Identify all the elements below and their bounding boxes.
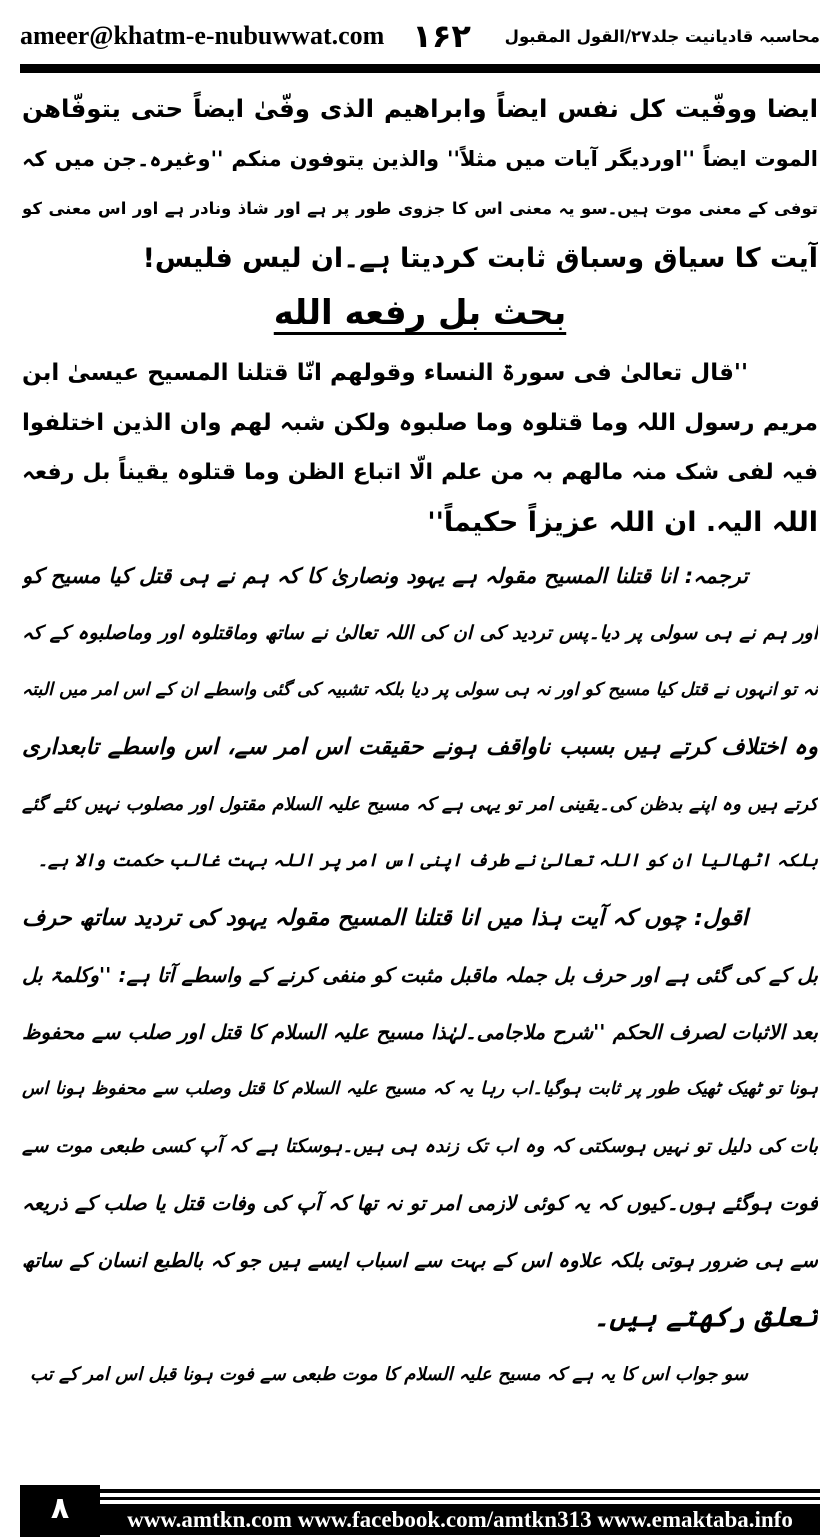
text-line: کرتے ہیں وہ اپنے بدظن کی۔یقینی امر تو یہی ہے کہ مسیح علیہ السلام مقتول اور مصلوب نہیں کئے گئے [22, 794, 818, 815]
text-line: تعلق رکھتے ہیں۔ [593, 1302, 818, 1333]
text-line: اللہ الیہ. ان اللہ عزیزاً حکیماً'' [427, 507, 818, 538]
text-line: ہونا تو ٹھیک ٹھیک طور پر ثابت ہوگیا۔اب رہا یہ کہ مسیح علیہ السلام کا قتل وصلب سے محفوظ ہونا اس [22, 1079, 818, 1099]
text-line: ایضا ووفّیت کل نفس ایضاً وابراھیم الذی وفّیٰ ایضاً حتی یتوفّاھن [22, 94, 818, 123]
text-line: بلکہ اٹھالیا ان کو اللہ تعالیٰ نے طرف اپنی اس امر پر اللہ بہت غالب حکمت والا ہے۔ [37, 851, 818, 871]
translation-commentary [22, 548, 818, 1403]
text-line: نہ تو انہوں نے قتل کیا مسیح کو اور نہ ہی سولی پر دیا بلکہ تشبیہ کی گئی واسطے ان کے اس امر میں البتہ [22, 680, 818, 700]
text-line: بعد الاثبات لصرف الحکم ''شرح ملاجامی۔لہٰذا مسیح علیہ السلام کا قتل اور صلب سے محفوظ [22, 1020, 818, 1044]
footer-links: www.amtkn.com www.facebook.com/amtkn313 www.emaktaba.info [100, 1504, 820, 1535]
text-line: سے ہی ضرور ہوتی بلکہ علاوہ اس کے بہت سے اسباب ایسے ہیں جو کہ بالطبع انسان کے ساتھ [22, 1249, 818, 1272]
text-line: توفی کے معنی موت ہیں۔سو یہ معنی اس کا جزوی طور پر ہے اور شاذ ونادر ہے اور اس معنی کو [22, 199, 818, 218]
header-email: ameer@khatm-e-nubuwwat.com [20, 21, 385, 50]
text-line: اقول: چوں کہ آیت ہذا میں انا قتلنا المسیح مقولہ یہود کی تردید ساتھ حرف [22, 905, 748, 931]
page-header [20, 14, 820, 58]
text-line: بل کے کی گئی ہے اور حرف بل جملہ ماقبل مثبت کو منفی کرنے کے واسطے آتا ہے: ''وکلمۃ بل [22, 963, 818, 987]
paragraph-intro [22, 84, 818, 284]
text-line: آیت کا سیاق وسباق ثابت کردیتا ہے۔ان لیس فلیس! [142, 243, 818, 274]
section-heading-text: بحث بل رفعه الله [273, 293, 567, 333]
text-line: ترجمہ: انا قتلنا المسیح مقولہ ہے یہود ونصاریٰ کا کہ ہم نے ہی قتل کیا مسیح کو [22, 564, 748, 588]
text-line: فوت ہوگئے ہوں۔کیوں کہ یہ کوئی لازمی امر تو نہ تھا کہ آپ کی وفات قتل یا صلب کے ذریعہ [22, 1191, 818, 1215]
text-line: مریم رسول اللہ وما قتلوہ وما صلبوہ ولکن شبہ لھم وان الذین اختلفوا [22, 410, 818, 436]
section-heading [22, 284, 818, 348]
text-line: وہ اختلاف کرتے ہیں بسبب ناواقف ہونے حقیقت اس امر سے، اس واسطے تابعداری [22, 734, 818, 760]
page-body [22, 84, 818, 1403]
text-line: الموت ایضاً ''اوردیگر آیات میں مثلاً'' والذین یتوفون منکم ''وغیرہ۔جن میں کہ [22, 147, 818, 171]
text-line: ''قال تعالیٰ فی سورۃ النساء وقولھم انّا قتلنا المسیح عیسیٰ ابن [22, 360, 748, 386]
text-line: سو جواب اس کا یہ ہے کہ مسیح علیہ السلام کا موت طبعی سے فوت ہونا قبل اس امر کے تب [30, 1364, 748, 1385]
footer-page-number: ۸ [20, 1485, 100, 1537]
header-page-number: ۱۶۲ [412, 17, 471, 55]
text-line: اور ہم نے ہی سولی پر دیا۔پس تردید کی ان کی اللہ تعالیٰ نے ساتھ وماقتلوہ اور وماصلبوہ کے کہ [22, 622, 818, 644]
quranic-quote [22, 348, 818, 548]
footer-rule [100, 1497, 820, 1500]
header-book-title: محاسبہ قادیانیت جلد۲۷/القول المقبول [504, 26, 820, 46]
header-rule [20, 64, 820, 73]
footer-rule [100, 1489, 820, 1493]
text-line: فیہ لفی شک منہ مالھم بہ من علم الّا اتباع الظن وما قتلوہ یقیناً بل رفعہ [22, 460, 818, 485]
text-line: بات کی دلیل تو نہیں ہوسکتی کہ وہ اب تک زندہ ہی ہیں۔ہوسکتا ہے کہ آپ کسی طبعی موت سے [22, 1136, 818, 1157]
